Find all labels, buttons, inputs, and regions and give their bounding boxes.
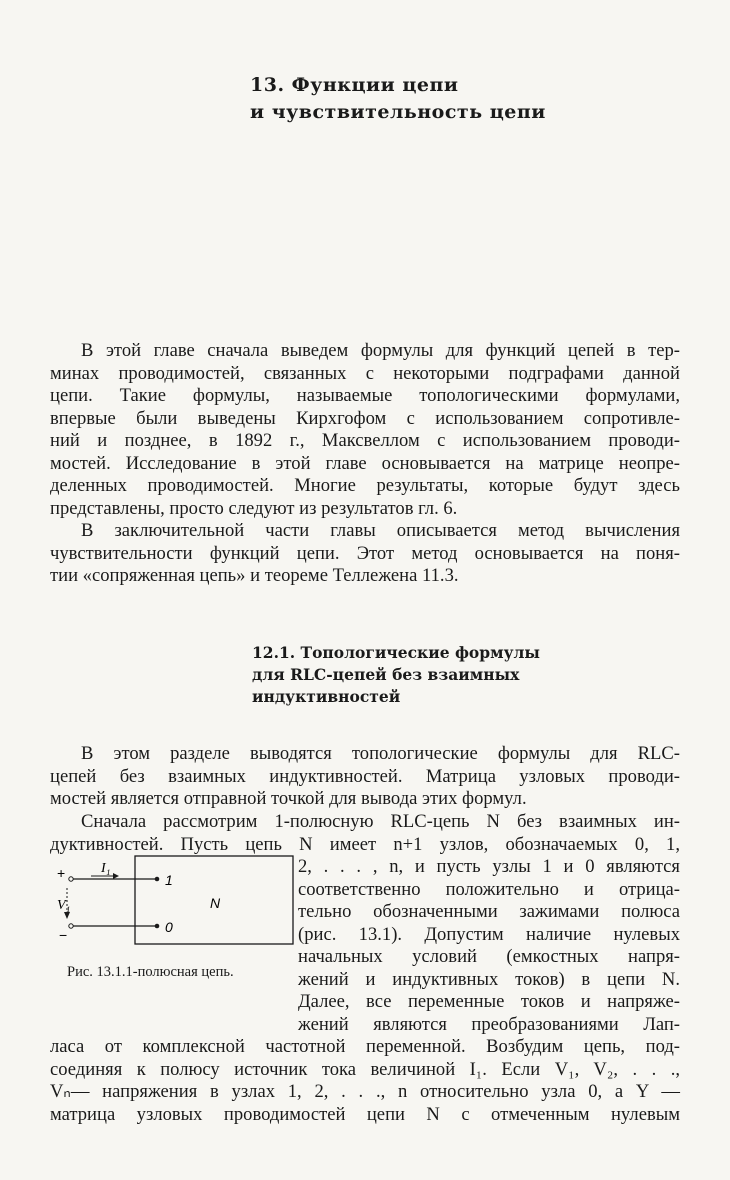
text-line: чувствительности функций цепи. Этот метод основывается на поня- [50,542,680,564]
body-paragraph-2-rest [50,1036,680,1126]
intro-paragraph-2 [50,520,680,588]
text-line: (рис. 13.1). Допустим наличие нулевых [298,923,680,945]
current-label: I₁ [101,861,111,876]
text-line: матрица узловых проводимостей цепи N с отмеченным нулевым [50,1103,680,1125]
figure-caption: Рис. 13.1.1-полюсная цепь. [67,964,234,980]
figure-one-port-network [55,848,295,983]
text-line: тельно обозначенными зажимами полюса [298,901,680,922]
section-heading-line2: для RLC-цепей без взаимных [252,665,520,684]
text-line: мостей. Исследование в этой главе основывается на матрице неопре- [50,452,680,474]
text-line: впервые были выведены Кирхгофом с использованием сопротивле- [50,407,680,429]
text-line: В этой главе сначала выведем формулы для функций цепей в тер- [81,340,680,361]
text-line: дуктивностей. Пусть цепь N имеет n+1 узлов, обозначаемых 0, 1, [50,833,680,855]
chapter-title-line1: 13. Функции цепи [250,74,459,96]
text-line: представлены, просто следуют из результатов гл. 6. [50,497,458,519]
circuit-diagram [55,848,295,963]
text-line: мостей является отправной точкой для вывода этих формул. [50,788,527,809]
text-line: соединяя к полюсу источник тока величиной I₁. Если V₁, V₂, . . ., [50,1058,680,1080]
node-0-label: 0 [165,919,173,935]
body-paragraph-1 [50,743,680,811]
text-line: ласа от комплексной частотной переменной. Возбудим цепь, под- [50,1036,680,1057]
body-paragraph-2-wrap [298,856,680,1036]
text-line: Vₙ— напряжения в узлах 1, 2, . . ., n относительно узла 0, а Y — [50,1081,680,1102]
text-line: В этом разделе выводятся топологические формулы для RLC- [81,743,680,764]
text-line: жений являются преобразованиями Лап- [298,1013,680,1035]
text-line: 2, . . . , n, и пусть узлы 1 и 0 являются [298,856,680,877]
chapter-title [250,72,670,126]
text-line: цепи. Такие формулы, называемые топологическими формулами, [50,385,680,406]
terminal-bottom [69,924,73,928]
chapter-title-line2: и чувствительность цепи [250,101,546,123]
voltage-arrow-head [64,912,70,919]
node-1-label: 1 [165,872,173,888]
plus-label: + [57,865,66,881]
text-line: минах проводимостей, связанных с некоторыми подграфами данной [50,362,680,384]
section-heading [252,642,672,708]
node-0-dot [155,924,160,929]
text-line: жений и индуктивных токов) в цепи N. [298,968,680,990]
section-heading-line3: индуктивностей [252,687,401,706]
minus-label: − [59,927,68,943]
section-heading-line1: 12.1. Топологические формулы [252,643,540,662]
network-label: N [210,895,221,911]
text-line: начальных условий (емкостных напря- [298,946,680,967]
text-line: ний и позднее, в 1892 г., Максвеллом с использованием проводи- [50,430,680,451]
text-line: соответственно положительно и отрица- [298,878,680,900]
text-line: Далее, все переменные токов и напряже- [298,991,680,1012]
intro-paragraph-1 [50,340,680,520]
text-line: Сначала рассмотрим 1-полюсную RLC-цепь N без взаимных ин- [81,811,680,832]
text-line: деленных проводимостей. Многие результаты, которые будут здесь [50,475,680,496]
text-line: тии «сопряженная цепь» и теореме Теллежена 11.3. [50,565,459,586]
text-line: В заключительной части главы описывается метод вычисления [81,520,680,541]
terminal-top [69,877,73,881]
text-line: цепей без взаимных индуктивностей. Матрица узловых проводи- [50,765,680,787]
current-arrow-head [113,873,119,879]
node-1-dot [155,877,160,882]
voltage-label: V₁ [57,898,71,913]
